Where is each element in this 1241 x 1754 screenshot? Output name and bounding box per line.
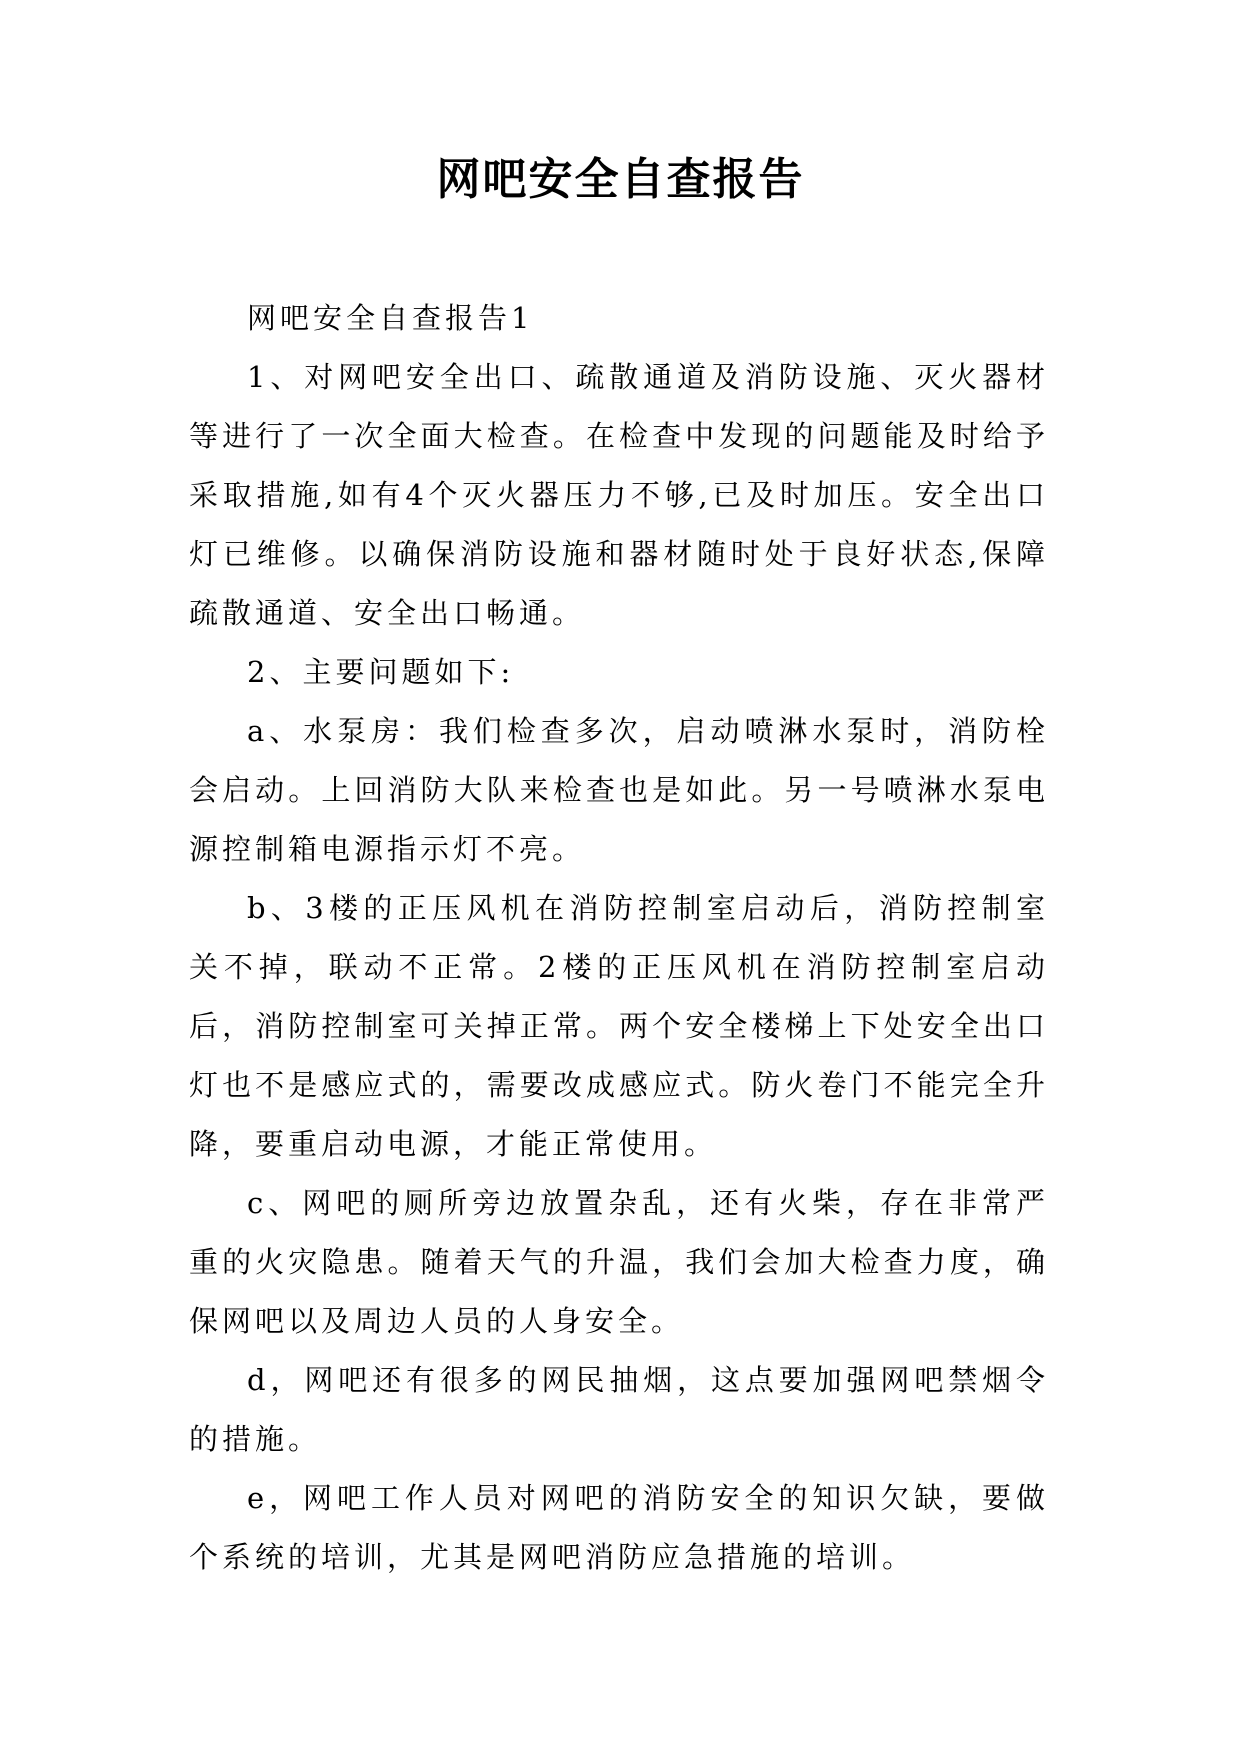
paragraph-1: 1、对网吧安全出口、疏散通道及消防设施、灭火器材等进行了一次全面大检查。在检查中发现的问题能及时给予采取措施,如有4个灭火器压力不够,已及时加压。安全出口灯已维修。以确保消防设施和器材随时处于良好状态,保障疏散通道、安全出口畅通。 bbox=[189, 360, 1049, 630]
paragraph-e: e，网吧工作人员对网吧的消防安全的知识欠缺，要做个系统的培训，尤其是网吧消防应急措施的培训。 bbox=[189, 1481, 1049, 1574]
paragraph-c: c、网吧的厕所旁边放置杂乱，还有火柴，存在非常严重的火灾隐患。随着天气的升温，我们会加大检查力度，确保网吧以及周边人员的人身安全。 bbox=[189, 1186, 1049, 1338]
section-heading: 网吧安全自查报告1 bbox=[247, 301, 534, 335]
document-title: 网吧安全自查报告 bbox=[436, 154, 805, 205]
paragraph-a: a、水泵房：我们检查多次，启动喷淋水泵时，消防栓会启动。上回消防大队来检查也是如此。另一号喷淋水泵电源控制箱电源指示灯不亮。 bbox=[189, 714, 1049, 866]
paragraph-d: d，网吧还有很多的网民抽烟，这点要加强网吧禁烟令的措施。 bbox=[189, 1363, 1049, 1456]
document-body bbox=[189, 289, 1049, 1587]
paragraph-b: b、3楼的正压风机在消防控制室启动后，消防控制室关不掉，联动不正常。2楼的正压风机在消防控制室启动后，消防控制室可关掉正常。两个安全楼梯上下处安全出口灯也不是感应式的，需要改成感应式。防火卷门不能完全升降，要重启动电源，才能正常使用。 bbox=[189, 891, 1049, 1161]
paragraph-2: 2、主要问题如下: bbox=[247, 655, 515, 689]
